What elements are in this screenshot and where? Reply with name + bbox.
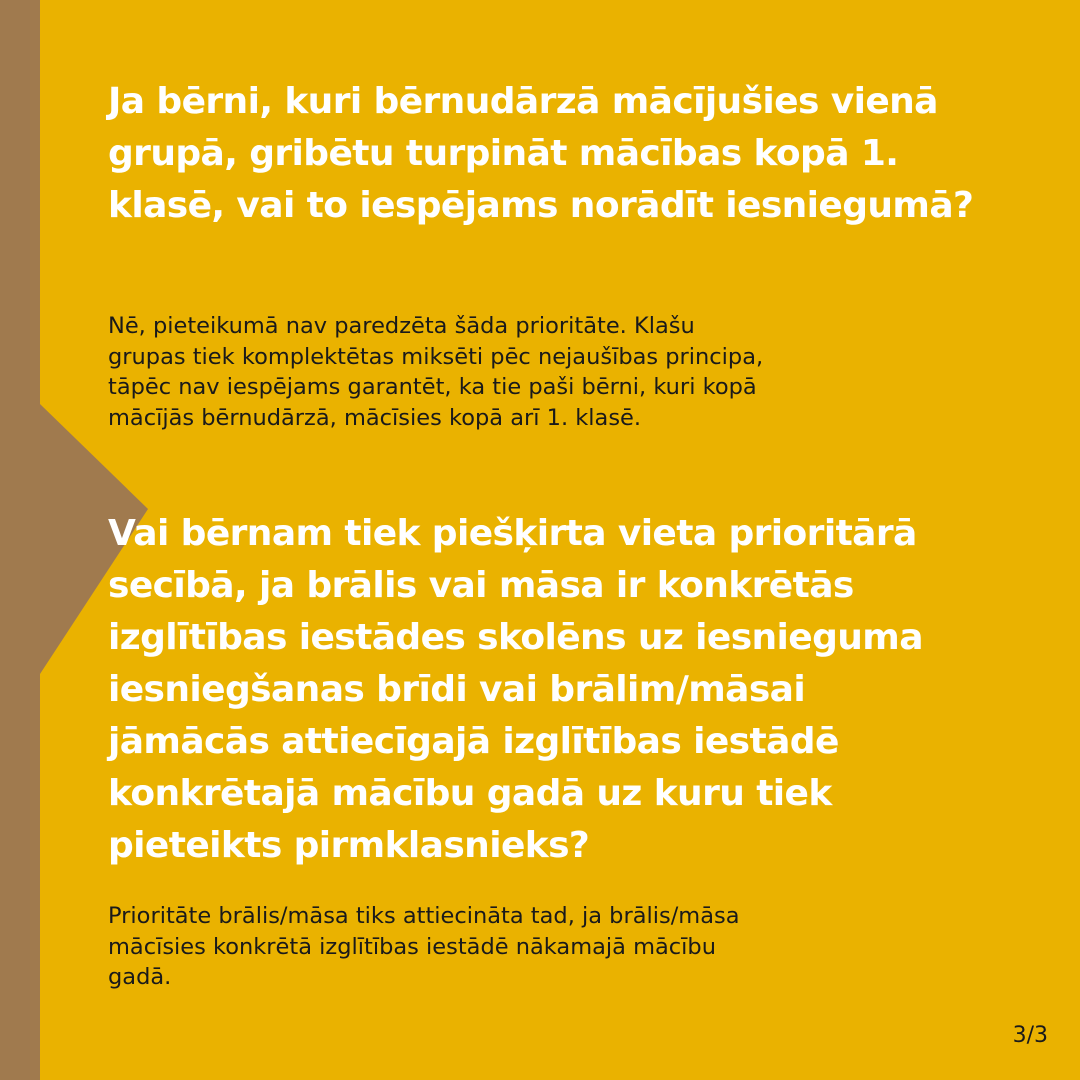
answer-line: Nē, pieteikumā nav paredzēta šāda prioritāte. Klašu [108, 313, 695, 339]
answer-2-paragraph [108, 901, 740, 993]
question-line: jāmācās attiecīgajā izglītības iestādē [108, 721, 839, 762]
answer-line: grupas tiek komplektētas miksēti pēc nejaušības principa, [108, 343, 764, 370]
question-line: secībā, ja brālis vai māsa ir konkrētās [108, 565, 854, 606]
answer-line: Prioritāte brālis/māsa tiks attiecināta tad, ja brālis/māsa [108, 903, 740, 929]
question-line: iesniegšanas brīdi vai brālim/māsai [108, 669, 806, 710]
answer-line: mācījās bērnudārzā, mācīsies kopā arī 1. klasē. [108, 404, 642, 431]
page-number: 3/3 [1012, 1023, 1048, 1048]
answer-line: mācīsies konkrētā izglītības iestādē nākamajā mācību [108, 933, 716, 960]
question-line: pieteikts pirmklasnieks? [108, 825, 590, 866]
question-1-heading [108, 76, 973, 232]
question-line: Ja bērni, kuri bērnudārzā mācījušies vienā [108, 81, 938, 122]
answer-1-paragraph [108, 311, 763, 433]
question-line: konkrētajā mācību gadā uz kuru tiek [108, 773, 832, 814]
question-2-heading [108, 508, 923, 872]
answer-line: tāpēc nav iespējams garantēt, ka tie paši bērni, kuri kopā [108, 374, 757, 400]
question-line: Vai bērnam tiek piešķirta vieta prioritārā [108, 513, 917, 554]
question-line: grupā, gribētu turpināt mācības kopā 1. [108, 133, 899, 174]
question-line: klasē, vai to iespējams norādīt iesniegumā? [108, 185, 974, 226]
answer-line: gadā. [108, 964, 172, 990]
question-line: izglītības iestādes skolēns uz iesnieguma [108, 617, 923, 658]
